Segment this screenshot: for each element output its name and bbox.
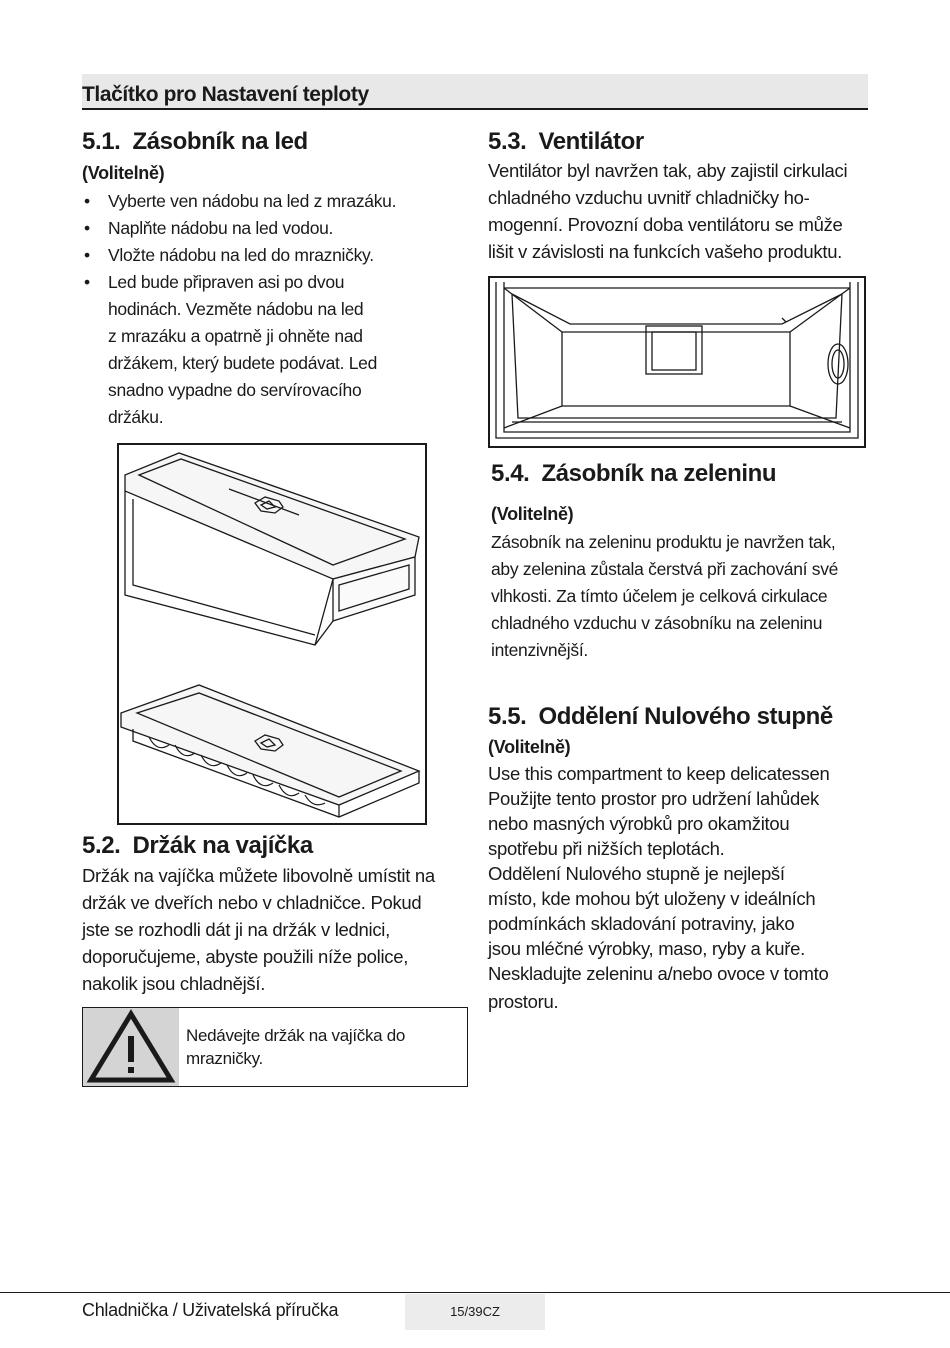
section-5-4-optional: (Volitelně) — [491, 504, 574, 524]
ice-tray-steps-list — [82, 188, 452, 431]
section-5-1-optional: (Volitelně) — [82, 163, 165, 183]
section-number: 5.2. — [82, 832, 121, 859]
section-number: 5.5. — [488, 703, 527, 730]
ice-tray-illustration — [117, 443, 427, 825]
section-title: Zásobník na led — [132, 128, 308, 155]
list-item: • Led bude připraven asi po dvou hodinách. Vezměte nádobu na led z mrazáku a opatrně ji ohněte nad držákem, který budete podávat. Led snadno vypadne do servírovacího držáku. — [84, 272, 377, 427]
footer-manual-title: Chladnička / Uživatelská příručka — [82, 1300, 339, 1320]
section-5-1-heading — [82, 128, 308, 156]
list-item: • Vložte nádobu na led do mrazničky. — [84, 245, 374, 265]
section-number: 5.3. — [488, 128, 527, 155]
section-5-2-heading — [82, 832, 313, 860]
list-item: • Vyberte ven nádobu na led z mrazáku. — [84, 191, 397, 211]
section-5-5-optional: (Volitelně) — [488, 737, 571, 757]
section-5-5-heading — [488, 703, 833, 731]
warning-box — [82, 1007, 468, 1087]
section-number: 5.4. — [491, 460, 530, 487]
fan-paragraph: Ventilátor byl navržen tak, aby zajistil cirkulaci chladného vzduchu uvnitř chladničky ho- mogenní. Provozní doba ventilátoru se může lišit v závislosti na funkcích vašeho produktu. — [488, 160, 848, 262]
footer-divider — [0, 1292, 950, 1293]
section-title: Držák na vajíčka — [132, 832, 313, 859]
zero-compartment-paragraph: Use this compartment to keep delicatessen Použijte tento prostor pro udržení lahůdek nebo masných výrobků pro okamžitou spotřebu při nižších teplotách. Oddělení Nulového stupně je nejlepší místo, kde mohou být uloženy v ideálních podmínkách skladování potraviny, jako jsou mléčné výrobky, maso, ryby a kuře. Neskladujte zeleninu a/nebo ovoce v tomto prostoru. — [488, 763, 830, 1012]
list-item: • Naplňte nádobu na led vodou. — [84, 218, 334, 238]
warning-triangle-icon — [83, 1008, 179, 1086]
section-title: Zásobník na zeleninu — [541, 460, 777, 487]
fan-compartment-illustration — [488, 276, 866, 448]
egg-holder-paragraph: Držák na vajíčka můžete libovolně umístit na držák ve dveřích nebo v chladničce. Pokud jste se rozhodli dát ji na držák v lednici, doporučujeme, abyste použili níže police, nakolik jsou chladnější. — [82, 865, 435, 994]
section-5-3-heading — [488, 128, 644, 156]
section-title: Oddělení Nulového stupně — [538, 703, 833, 730]
section-5-4-heading — [491, 460, 776, 488]
section-number: 5.1. — [82, 128, 121, 155]
crisper-paragraph: Zásobník na zeleninu produktu je navržen tak, aby zelenina zůstala čerstvá při zachování své vlhkosti. Za tímto účelem je celková cirkulace chladného vzduchu v zásobníku na zeleninu intenzivnější. — [491, 532, 839, 660]
page-header-title: Tlačítko pro Nastavení teploty — [82, 84, 369, 110]
warning-icon-cell — [83, 1008, 179, 1086]
footer-page-number: 15/39CZ — [405, 1294, 545, 1330]
warning-text: Nedávejte držák na vajíčka do mrazničky. — [186, 1026, 406, 1068]
section-title: Ventilátor — [538, 128, 644, 155]
